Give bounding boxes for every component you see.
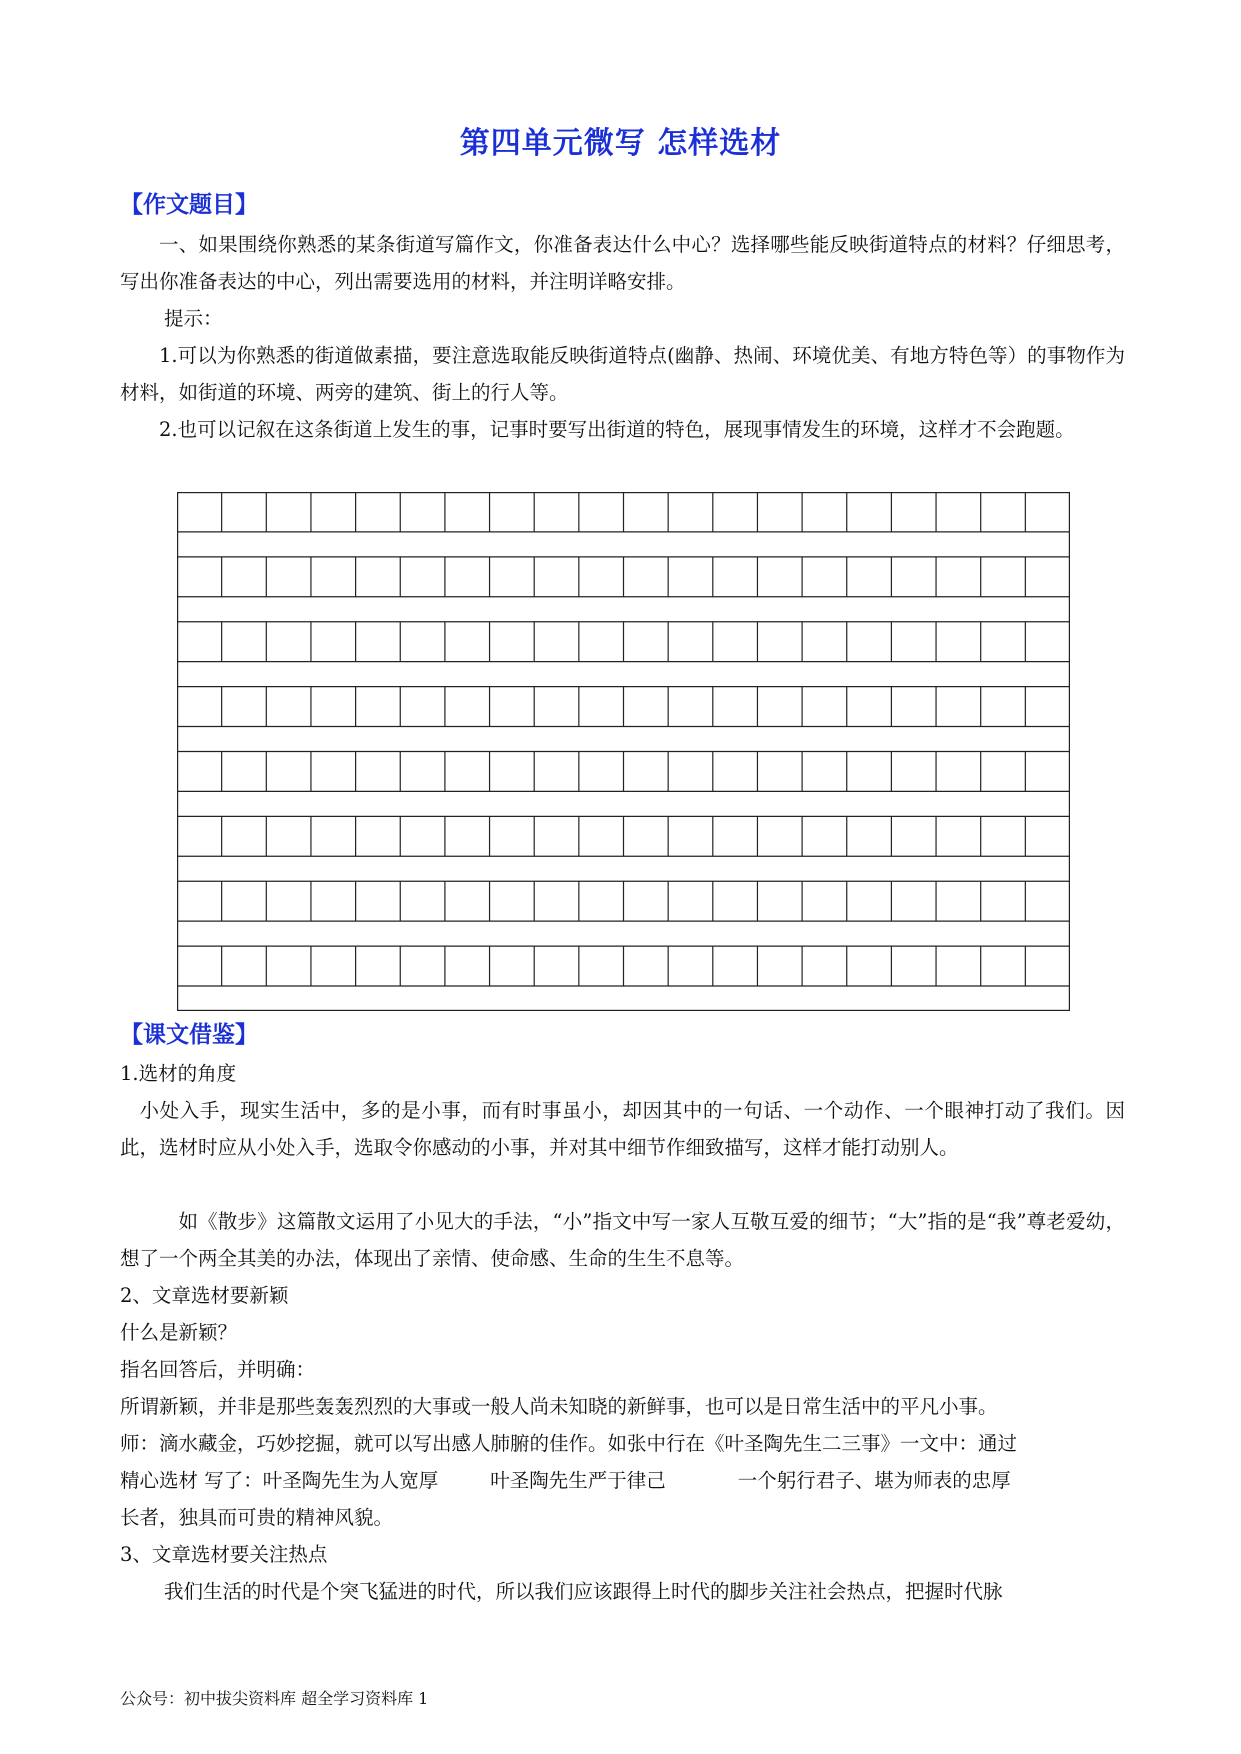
point2-line-end: 长者，独具而可贵的精神风貌。 — [120, 1506, 394, 1529]
writing-grid-svg — [177, 492, 1070, 1011]
section-heading-composition: 【作文题目】 — [120, 192, 258, 218]
composition-question: 一、如果围绕你熟悉的某条街道写篇作文，你准备表达什么中心？选择哪些能反映街道特点的材料？仔细思考，写出你准备表达的中心，列出需要选用的材料，并注明详略安排。 — [120, 233, 1125, 293]
point2-question: 什么是新颖？ — [120, 1321, 238, 1344]
point2-answer-intro: 指名回答后，并明确： — [120, 1358, 316, 1381]
point1-title: 1.选材的角度 — [120, 1062, 237, 1085]
hint-item-1: 1.可以为你熟悉的街道做素描，要注意选取能反映街道特点(幽静、热闹、环境优美、有地方特色等）的事物作为材料，如街道的环境、两旁的建筑、街上的行人等。 — [120, 344, 1125, 404]
point2-teacher-line: 师：滴水藏金，巧妙挖掘，就可以写出感人肺腑的佳作。如张中行在《叶圣陶先生二三事》一文中：通过 — [120, 1432, 1018, 1455]
point3-title: 3、文章选材要关注热点 — [120, 1543, 328, 1566]
point2-examples-line — [120, 1462, 1011, 1499]
point2-example-b: 叶圣陶先生严于律己 — [490, 1469, 666, 1492]
hint-label: 提示： — [164, 307, 223, 330]
point2-definition: 所谓新颖，并非是那些轰轰烈烈的大事或一般人尚未知晓的新鲜事，也可以是日常生活中的平凡小事。 — [120, 1395, 998, 1418]
section-heading-lesson-reference: 【课文借鉴】 — [120, 1022, 258, 1048]
point1-text: 小处入手，现实生活中，多的是小事，而有时事虽小，却因其中的一句话、一个动作、一个眼神打动了我们。因此，选材时应从小处入手，选取令你感动的小事，并对其中细节作细致描写，这样才能打动别人。 — [120, 1099, 1125, 1159]
point2-example-a: 精心选材 写了：叶圣陶先生为人宽厚 — [120, 1469, 439, 1492]
writing-grid — [177, 492, 1070, 1011]
point2-title: 2、文章选材要新颖 — [120, 1284, 289, 1307]
page-footer: 公众号：初中拔尖资料库 超全学习资料库 1 — [120, 1689, 429, 1708]
hint-item-2: 2.也可以记叙在这条街道上发生的事，记事时要写出街道的特色，展现事情发生的环境，这样才不会跑题。 — [159, 418, 1075, 441]
point1-example: 如《散步》这篇散文运用了小见大的手法，“小”指文中写一家人互敬互爱的细节；“大”指的是“我”尊老爱幼，想了一个两全其美的办法，体现出了亲情、使命感、生命的生生不息等。 — [120, 1210, 1125, 1270]
point3-text: 我们生活的时代是个突飞猛进的时代，所以我们应该跟得上时代的脚步关注社会热点，把握时代脉 — [164, 1580, 1003, 1603]
point2-example-c: 一个躬行君子、堪为师表的忠厚 — [737, 1469, 1011, 1492]
page-title: 第四单元微写 怎样选材 — [459, 126, 782, 161]
